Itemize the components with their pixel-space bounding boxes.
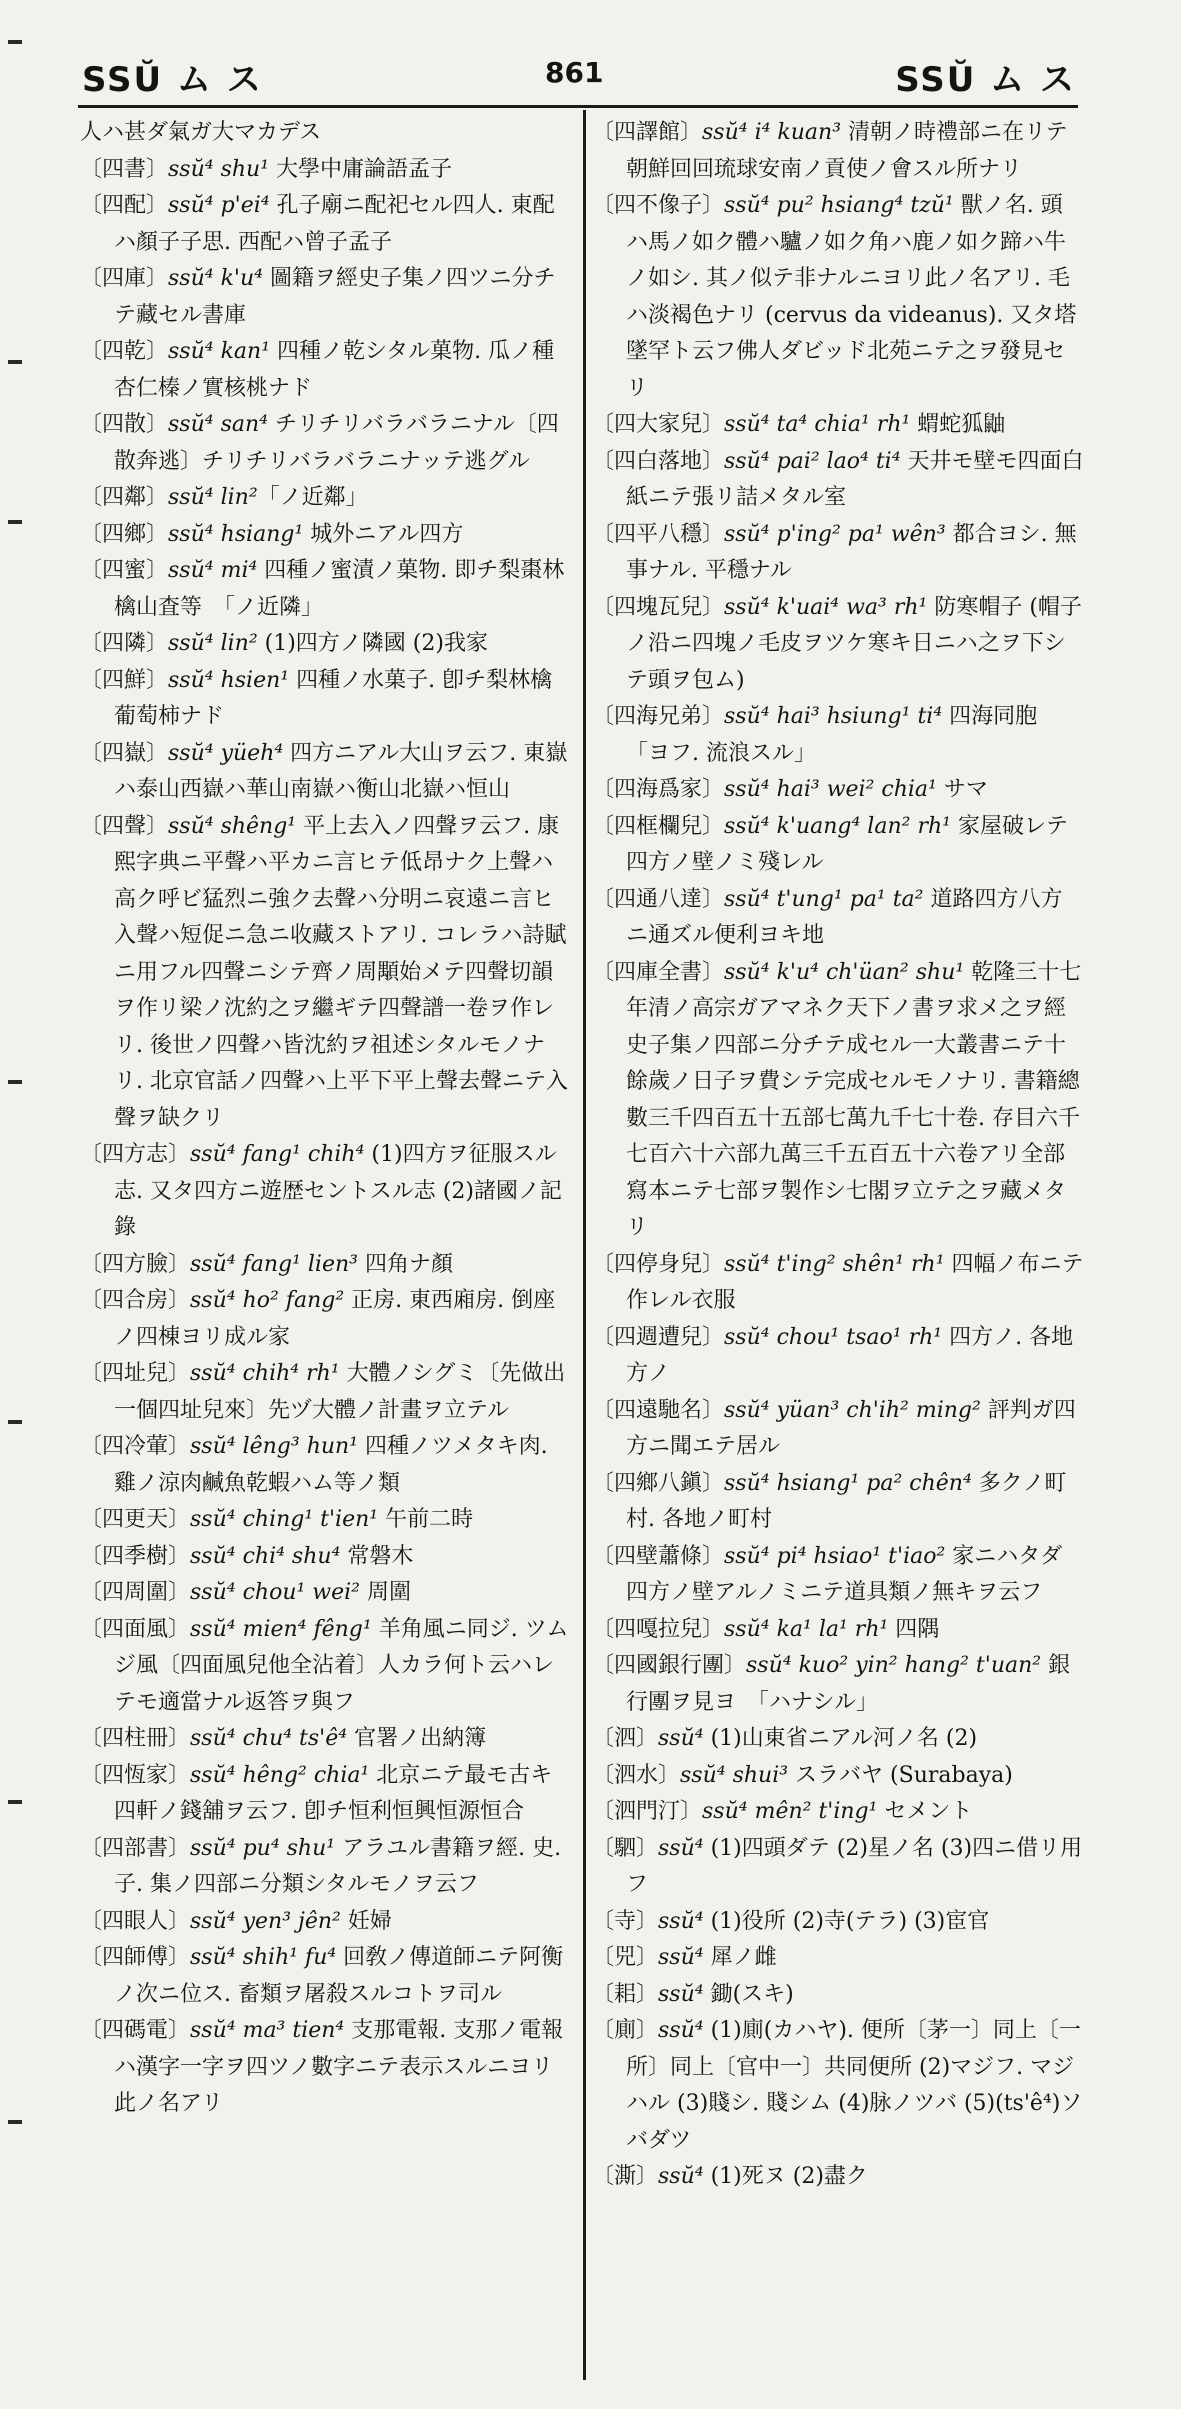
entry-romanization: ssŭ⁴ ching¹ t'ien¹ [190, 1507, 379, 1532]
dictionary-entry [80, 407, 570, 480]
entry-definition: 北京ニテ最モ古キ四軒ノ錢舖ヲ云フ. 卽チ恒利恒興恒源恒合 [114, 1762, 553, 1824]
entry-headword: 〔四壁蕭條〕 [592, 1543, 725, 1569]
entry-headword: 〔四碼電〕 [80, 2018, 191, 2043]
dictionary-entry [80, 1831, 570, 1904]
entry-headword: 〔四聲〕 [80, 813, 169, 839]
dictionary-entry [80, 115, 570, 152]
entry-headword: 〔泗門汀〕 [592, 1799, 703, 1824]
entry-definition: (1)役所 (2)寺(テラ) (3)宦官 [703, 1908, 990, 1934]
dictionary-entry [80, 517, 570, 554]
dictionary-entry [592, 809, 1084, 882]
entry-definition: 羊角風ニ同ジ. ツムジ風〔四面風兒他全沾着〕人カラ何ト云ハレテモ適當ナル返答ヲ與フ [114, 1616, 569, 1715]
dictionary-entry [80, 1539, 570, 1576]
entry-headword: 〔兕〕 [592, 1945, 659, 1970]
dictionary-entry [592, 115, 1084, 188]
entry-definition: 四種ノ乾シタル菓物. 瓜ノ種杏仁榛ノ實核桃ナド [114, 339, 555, 401]
dictionary-entry [80, 334, 570, 407]
entry-definition: (1)四頭ダテ (2)星ノ名 (3)四ニ借リ用フ [626, 1835, 1083, 1897]
right-column [592, 115, 1084, 2196]
entry-definition: 大學中庸論語孟子 [269, 156, 453, 182]
entry-romanization: ssŭ⁴ kuo² yin² hang² t'uan² [746, 1653, 1042, 1678]
entry-romanization: ssŭ⁴ chi⁴ shu⁴ [190, 1543, 341, 1569]
entry-headword: 〔四書〕 [80, 156, 169, 182]
entry-definition: 四角ナ顏 [357, 1251, 453, 1277]
entry-definition: 四海同胞 「ヨフ. 流浪スル」 [626, 704, 1060, 766]
dictionary-entry [592, 882, 1084, 955]
entry-definition: 乾隆三十七年清ノ高宗ガアマネク天下ノ書ヲ求メ之ヲ經史子集ノ四部ニ分チテ成セル一大叢書ニテ十餘歲ノ日子ヲ費シテ完成セルモノナリ. 書籍總數三千四百五十五部七萬九千七十卷. 存目六千七百六十六部九萬三千五百五十六卷アリ全部寫本ニテ七部ヲ製作シ七閣ヲ立テ之ヲ藏メタリ [626, 959, 1082, 1240]
margin-tick [8, 520, 22, 524]
dictionary-entry [80, 736, 570, 809]
entry-romanization: ssŭ⁴ [658, 2164, 704, 2189]
dictionary-entry [80, 1575, 570, 1612]
left-column [80, 115, 570, 2123]
margin-tick [8, 2120, 22, 2124]
entry-romanization: ssŭ⁴ fang¹ chih⁴ [190, 1142, 365, 1167]
entry-headword: 〔四國銀行團〕 [592, 1653, 747, 1678]
dictionary-entry [80, 553, 570, 626]
dictionary-entry [592, 1940, 1084, 1977]
entry-romanization: ssŭ⁴ pu⁴ shu¹ [190, 1835, 336, 1861]
entry-romanization: ssŭ⁴ chu⁴ ts'ê⁴ [190, 1726, 348, 1751]
dictionary-entry [592, 699, 1084, 772]
dictionary-entry [592, 1831, 1084, 1904]
entry-definition: 城外ニアル四方 [303, 521, 464, 547]
dictionary-entry [592, 2013, 1084, 2159]
entry-definition: 圖籍ヲ經史子集ノ四ツニ分チテ藏セル書庫 [114, 266, 556, 328]
entry-definition: スラバヤ (Surabaya) [788, 1762, 1013, 1788]
entry-headword: 〔四更天〕 [80, 1507, 191, 1532]
entry-headword: 〔四蜜〕 [80, 558, 169, 583]
dictionary-entry [80, 480, 570, 517]
running-head-right: SSŬ ム ス [895, 60, 1076, 100]
dictionary-entry [592, 955, 1084, 1247]
margin-tick [8, 1080, 22, 1084]
dictionary-entry [80, 1721, 570, 1758]
entry-definition: (1)死ヌ (2)盡ク [703, 2164, 868, 2189]
column-divider [583, 110, 586, 2380]
entry-headword: 〔四平八穩〕 [592, 521, 725, 547]
entry-definition: 四方ノ. 各地方ノ [626, 1324, 1074, 1386]
entry-headword: 〔駟〕 [592, 1835, 659, 1861]
entry-romanization: ssŭ⁴ mi⁴ [168, 558, 258, 583]
margin-tick [8, 360, 22, 364]
entry-definition: 鋤(スキ) [703, 1981, 794, 2007]
dictionary-entry [80, 1758, 570, 1831]
entry-headword: 〔泗〕 [592, 1726, 659, 1751]
entry-definition: 家ニハタダ四方ノ壁アルノミニテ道具類ノ無キヲ云フ [626, 1543, 1063, 1605]
dictionary-entry [592, 1721, 1084, 1758]
entry-definition: 支那電報. 支那ノ電報ハ漢字一字ヲ四ツノ數字ニテ表示スルニヨリ此ノ名アリ [114, 2018, 564, 2116]
entry-headword: 〔四白落地〕 [592, 448, 725, 474]
entry-definition: 孔子廟ニ配祀セル四人. 東配ハ顏子子思. 西配ハ曾子孟子 [114, 193, 555, 255]
dictionary-entry [592, 1247, 1084, 1320]
dictionary-entry [80, 663, 570, 736]
page-header [0, 52, 1181, 102]
dictionary-entry [80, 2013, 570, 2123]
entry-romanization: ssŭ⁴ yüan³ ch'ih² ming² [724, 1397, 981, 1423]
entry-headword: 〔四海爲家〕 [592, 777, 725, 802]
entry-headword: 〔四框欄兒〕 [592, 813, 725, 839]
entry-definition: 午前二時 [378, 1507, 474, 1532]
entry-headword: 〔寺〕 [592, 1908, 659, 1934]
entry-headword: 〔四停身兒〕 [592, 1251, 725, 1277]
entry-definition: 常磐木 [340, 1543, 414, 1569]
dictionary-entry [592, 1977, 1084, 2014]
entry-definition: チリチリバラバラニナル〔四散奔逃〕チリチリバラバラニナッテ逃グル [114, 412, 559, 474]
dictionary-entry [80, 188, 570, 261]
entry-romanization: ssŭ⁴ ho² fang² [190, 1288, 345, 1313]
entry-definition: 大體ノシグミ〔先做出一個四址兒來〕先ヅ大體ノ計畫ヲ立テル [114, 1361, 566, 1423]
dictionary-entry [592, 1648, 1084, 1721]
dictionary-entry [80, 1247, 570, 1284]
entry-definition: 多クノ町村. 各地ノ町村 [626, 1470, 1067, 1532]
entry-headword: 〔四季樹〕 [80, 1543, 191, 1569]
continuation-text: 人ハ甚ダ氣ガ大マカデス [80, 120, 322, 145]
entry-romanization: ssŭ⁴ yüeh⁴ [168, 740, 284, 766]
entry-romanization: ssŭ⁴ fang¹ lien³ [190, 1251, 358, 1277]
entry-romanization: ssŭ⁴ t'ing² shên¹ rh¹ [724, 1251, 945, 1277]
entry-headword: 〔四週遭兒〕 [592, 1324, 725, 1350]
entry-romanization: ssŭ⁴ san⁴ [168, 412, 268, 437]
entry-romanization: ssŭ⁴ chih⁴ rh¹ [190, 1361, 340, 1386]
entry-headword: 〔澌〕 [592, 2164, 659, 2189]
entry-definition: 四方ニアル大山ヲ云フ. 東嶽ハ泰山西嶽ハ華山南嶽ハ衡山北嶽ハ恒山 [114, 740, 568, 802]
entry-romanization: ssŭ⁴ hsien¹ [168, 667, 290, 693]
entry-romanization: ssŭ⁴ shui³ [680, 1762, 789, 1788]
entry-headword: 〔四周圍〕 [80, 1580, 191, 1605]
dictionary-entry [592, 1904, 1084, 1941]
entry-headword: 〔四隣〕 [80, 631, 169, 656]
entry-definition: (1)山東省ニアル河ノ名 (2) [703, 1726, 978, 1751]
entry-headword: 〔四眼人〕 [80, 1908, 191, 1934]
entry-definition: 平上去入ノ四聲ヲ云フ. 康熙字典ニ平聲ハ平カニ言ヒテ低昂ナク上聲ハ高ク呼ビ猛烈ニ強ク去聲ハ分明ニ哀遠ニ言ヒ入聲ハ短促ニ急ニ收藏ストアリ. コレラハ詩賦ニ用フル四聲ニシテ齊ノ周顒始メテ四聲切韻ヲ作リ梁ノ沈約之ヲ繼ギテ四聲譜一卷ヲ作レリ. 後世ノ四聲ハ皆沈約ヲ祖述シタルモノナリ. 北京官話ノ四聲ハ上平下平上聲去聲ニテ入聲ヲ缺クリ [114, 813, 568, 1131]
entry-romanization: ssŭ⁴ k'uang⁴ lan² rh¹ [724, 813, 951, 839]
header-rule [78, 105, 1078, 108]
entry-definition: 犀ノ雌 [703, 1945, 777, 1970]
entry-headword: 〔四鮮〕 [80, 667, 169, 693]
entry-definition: 妊婦 [340, 1908, 392, 1934]
entry-romanization: ssŭ⁴ [658, 2018, 704, 2043]
entry-romanization: ssŭ⁴ shih¹ fu⁴ [190, 1945, 337, 1970]
entry-romanization: ssŭ⁴ chou¹ wei² [190, 1580, 360, 1605]
entry-romanization: ssŭ⁴ [658, 1726, 704, 1751]
entry-headword: 〔四散〕 [80, 412, 169, 437]
dictionary-entry [80, 152, 570, 189]
dictionary-entry [80, 1429, 570, 1502]
dictionary-entry [592, 590, 1084, 700]
entry-definition: 「ノ近鄰」 [257, 485, 368, 510]
dictionary-entry [80, 1137, 570, 1247]
entry-headword: 〔四柱冊〕 [80, 1726, 191, 1751]
entry-romanization: ssŭ⁴ shu¹ [168, 156, 270, 182]
entry-definition: (1)廁(カハヤ). 便所〔茅一〕同上〔一所〕同上〔官中一〕共同便所 (2)マジフ. マジハル (3)賤シ. 賤シム (4)脉ノツバ (5)(ts'ê⁴)ソバダツ [626, 2018, 1083, 2153]
entry-headword: 〔四配〕 [80, 193, 169, 218]
entry-romanization: ssŭ⁴ k'u⁴ [168, 266, 263, 291]
dictionary-entry [80, 1502, 570, 1539]
entry-definition: 官署ノ出納簿 [347, 1726, 487, 1751]
entry-romanization: ssŭ⁴ pai² lao⁴ ti⁴ [724, 448, 901, 474]
entry-headword: 〔四海兄弟〕 [592, 704, 725, 729]
entry-romanization: ssŭ⁴ [658, 1908, 704, 1934]
entry-romanization: ssŭ⁴ [658, 1945, 704, 1970]
entry-headword: 〔四方志〕 [80, 1142, 191, 1167]
entry-romanization: ssŭ⁴ p'ei⁴ [168, 193, 270, 218]
entry-romanization: ssŭ⁴ kan¹ [168, 339, 271, 364]
entry-definition: 清朝ノ時禮部ニ在リテ朝鮮回回琉球安南ノ貢使ノ會スル所ナリ [626, 120, 1068, 182]
entry-headword: 〔四譯館〕 [592, 120, 703, 145]
entry-headword: 〔四庫〕 [80, 266, 169, 291]
entry-romanization: ssŭ⁴ k'u⁴ ch'üan² shu¹ [724, 959, 965, 985]
entry-headword: 〔四師傅〕 [80, 1945, 191, 1970]
dictionary-entry [592, 1393, 1084, 1466]
entry-romanization: ssŭ⁴ lêng³ hun¹ [190, 1434, 359, 1459]
entry-definition: 四種ノ水菓子. 卽チ梨林檎葡萄柿ナド [114, 667, 553, 729]
entry-definition: 銀行團ヲ見ヨ 「ハナシル」 [626, 1653, 1071, 1715]
dictionary-entry [80, 809, 570, 1138]
entry-definition: 防寒帽子 (帽子ノ沿ニ四塊ノ毛皮ヲツケ寒キ日ニハ之ヲ下シテ頭ヲ包ム) [626, 594, 1082, 693]
entry-romanization: ssŭ⁴ chou¹ tsao¹ rh¹ [724, 1324, 943, 1350]
entry-romanization: ssŭ⁴ hsiang¹ pa² chên⁴ [724, 1470, 972, 1496]
dictionary-entry [592, 2159, 1084, 2196]
entry-romanization: ssŭ⁴ ta⁴ chia¹ rh¹ [724, 412, 911, 437]
entry-headword: 〔四鄉八鎭〕 [592, 1470, 725, 1496]
page-number: 861 [545, 56, 604, 89]
entry-romanization: ssŭ⁴ pu² hsiang⁴ tzŭ¹ [724, 193, 954, 218]
entry-romanization: ssŭ⁴ lin² [168, 631, 258, 656]
dictionary-entry [592, 772, 1084, 809]
entry-definition: 評判ガ四方ニ聞エテ居ル [626, 1397, 1076, 1459]
entry-definition: アラユル書籍ヲ經. 史. 子. 集ノ四部ニ分類シタルモノヲ云フ [114, 1835, 562, 1897]
entry-definition: (1)四方ヲ征服スル志. 又タ四方ニ遊歴セントスル志 (2)諸國ノ記錄 [114, 1142, 562, 1240]
entry-definition: 正房. 東西廂房. 倒座ノ四棟ヨリ成ル家 [114, 1288, 556, 1350]
entry-headword: 〔四通八達〕 [592, 886, 725, 912]
entry-romanization: ssŭ⁴ ka¹ la¹ rh¹ [724, 1616, 889, 1642]
entry-definition: 道路四方八方ニ通ズル便利ヨキ地 [626, 886, 1063, 948]
entry-headword: 〔四冷葷〕 [80, 1434, 191, 1459]
entry-romanization: ssŭ⁴ p'ing² pa¹ wên³ [724, 521, 946, 547]
entry-romanization: ssŭ⁴ k'uai⁴ wa³ rh¹ [724, 594, 928, 620]
entry-romanization: ssŭ⁴ mien⁴ fêng¹ [190, 1616, 372, 1642]
dictionary-entry [80, 626, 570, 663]
dictionary-entry [592, 1794, 1084, 1831]
entry-definition: 四種ノツメタキ肉. 雞ノ涼肉鹹魚乾蝦ハム等ノ類 [114, 1434, 548, 1496]
dictionary-entry [80, 1356, 570, 1429]
entry-romanization: ssŭ⁴ [658, 1981, 704, 2007]
dictionary-entry [592, 1612, 1084, 1649]
entry-headword: 〔四鄰〕 [80, 485, 169, 510]
entry-definition: 天井モ壁モ四面白紙ニテ張リ詰メタル室 [626, 448, 1084, 510]
entry-headword: 〔四合房〕 [80, 1288, 191, 1313]
dictionary-entry [80, 1612, 570, 1722]
entry-headword: 〔四恆家〕 [80, 1762, 191, 1788]
entry-definition: 獸ノ名. 頭ハ馬ノ如ク體ハ驢ノ如ク角ハ鹿ノ如ク蹄ハ牛ノ如シ. 其ノ似テ非ナルニヨリ此ノ名アリ. 毛ハ淡褐色ナリ (cervus da videanus). 又タ塔墜罕ト云フ佛人ダビッド北苑ニテ之ヲ發見セリ [626, 193, 1077, 401]
dictionary-entry [80, 1904, 570, 1941]
dictionary-entry [592, 444, 1084, 517]
entry-definition: 四種ノ蜜漬ノ菓物. 即チ梨棗林檎山査等 「ノ近隣」 [114, 558, 565, 620]
entry-headword: 〔廁〕 [592, 2018, 659, 2043]
entry-romanization: ssŭ⁴ [658, 1835, 704, 1861]
entry-headword: 〔四址兒〕 [80, 1361, 191, 1386]
entry-definition: 蝟蛇狐鼬 [910, 412, 1006, 437]
entry-definition: 家屋破レテ四方ノ壁ノミ殘レル [626, 813, 1068, 875]
entry-headword: 〔四庫全書〕 [592, 959, 725, 985]
entry-definition: (1)四方ノ隣國 (2)我家 [257, 631, 488, 656]
dictionary-entry [592, 407, 1084, 444]
entry-romanization: ssŭ⁴ hai³ wei² chia¹ [724, 777, 937, 802]
entry-definition: 四隅 [888, 1616, 940, 1642]
entry-romanization: ssŭ⁴ pi⁴ hsiao¹ t'iao² [724, 1543, 946, 1569]
entry-romanization: ssŭ⁴ lin² [168, 485, 258, 510]
entry-headword: 〔四嘎拉兒〕 [592, 1616, 725, 1642]
dictionary-entry [592, 1758, 1084, 1795]
dictionary-entry [592, 188, 1084, 407]
entry-headword: 〔四嶽〕 [80, 740, 169, 766]
entry-romanization: ssŭ⁴ yen³ jên² [190, 1908, 341, 1934]
entry-romanization: ssŭ⁴ i⁴ kuan³ [702, 120, 842, 145]
margin-tick [8, 40, 22, 44]
entry-headword: 〔泗水〕 [592, 1762, 681, 1788]
dictionary-entry [592, 1466, 1084, 1539]
entry-romanization: ssŭ⁴ shêng¹ [168, 813, 297, 839]
dictionary-entry [592, 1320, 1084, 1393]
entry-headword: 〔耜〕 [592, 1981, 659, 2007]
dictionary-entry [80, 1940, 570, 2013]
dictionary-entry [592, 517, 1084, 590]
entry-headword: 〔四塊瓦兒〕 [592, 594, 725, 620]
entry-definition: 四幅ノ布ニテ作レル衣服 [626, 1251, 1084, 1313]
entry-headword: 〔四大家兒〕 [592, 412, 725, 437]
entry-definition: 回敎ノ傳道師ニテ阿衡ノ次ニ位ス. 畜類ヲ屠殺スルコトヲ司ル [114, 1945, 564, 2007]
entry-definition: 都合ヨシ. 無事ナル. 平穩ナル [626, 521, 1077, 583]
entry-romanization: ssŭ⁴ hai³ hsiung¹ ti⁴ [724, 704, 943, 729]
running-head-left: SSŬ ム ス [82, 60, 263, 100]
entry-romanization: ssŭ⁴ mên² t'ing¹ [702, 1799, 878, 1824]
entry-romanization: ssŭ⁴ t'ung¹ pa¹ ta² [724, 886, 924, 912]
entry-headword: 〔四遠馳名〕 [592, 1397, 725, 1423]
entry-headword: 〔四不像子〕 [592, 193, 725, 218]
entry-romanization: ssŭ⁴ hêng² chia¹ [190, 1762, 370, 1788]
entry-definition: セメント [877, 1799, 973, 1824]
entry-headword: 〔四方臉〕 [80, 1251, 191, 1277]
margin-tick [8, 1420, 22, 1424]
dictionary-entry [80, 261, 570, 334]
entry-headword: 〔四乾〕 [80, 339, 169, 364]
entry-romanization: ssŭ⁴ hsiang¹ [168, 521, 304, 547]
entry-headword: 〔四鄉〕 [80, 521, 169, 547]
entry-headword: 〔四部書〕 [80, 1835, 191, 1861]
margin-tick [8, 1800, 22, 1804]
entry-headword: 〔四面風〕 [80, 1616, 191, 1642]
entry-definition: 周圍 [360, 1580, 411, 1605]
dictionary-entry [592, 1539, 1084, 1612]
dictionary-entry [80, 1283, 570, 1356]
entry-definition: サマ [936, 777, 988, 802]
entry-romanization: ssŭ⁴ ma³ tien⁴ [190, 2018, 345, 2043]
